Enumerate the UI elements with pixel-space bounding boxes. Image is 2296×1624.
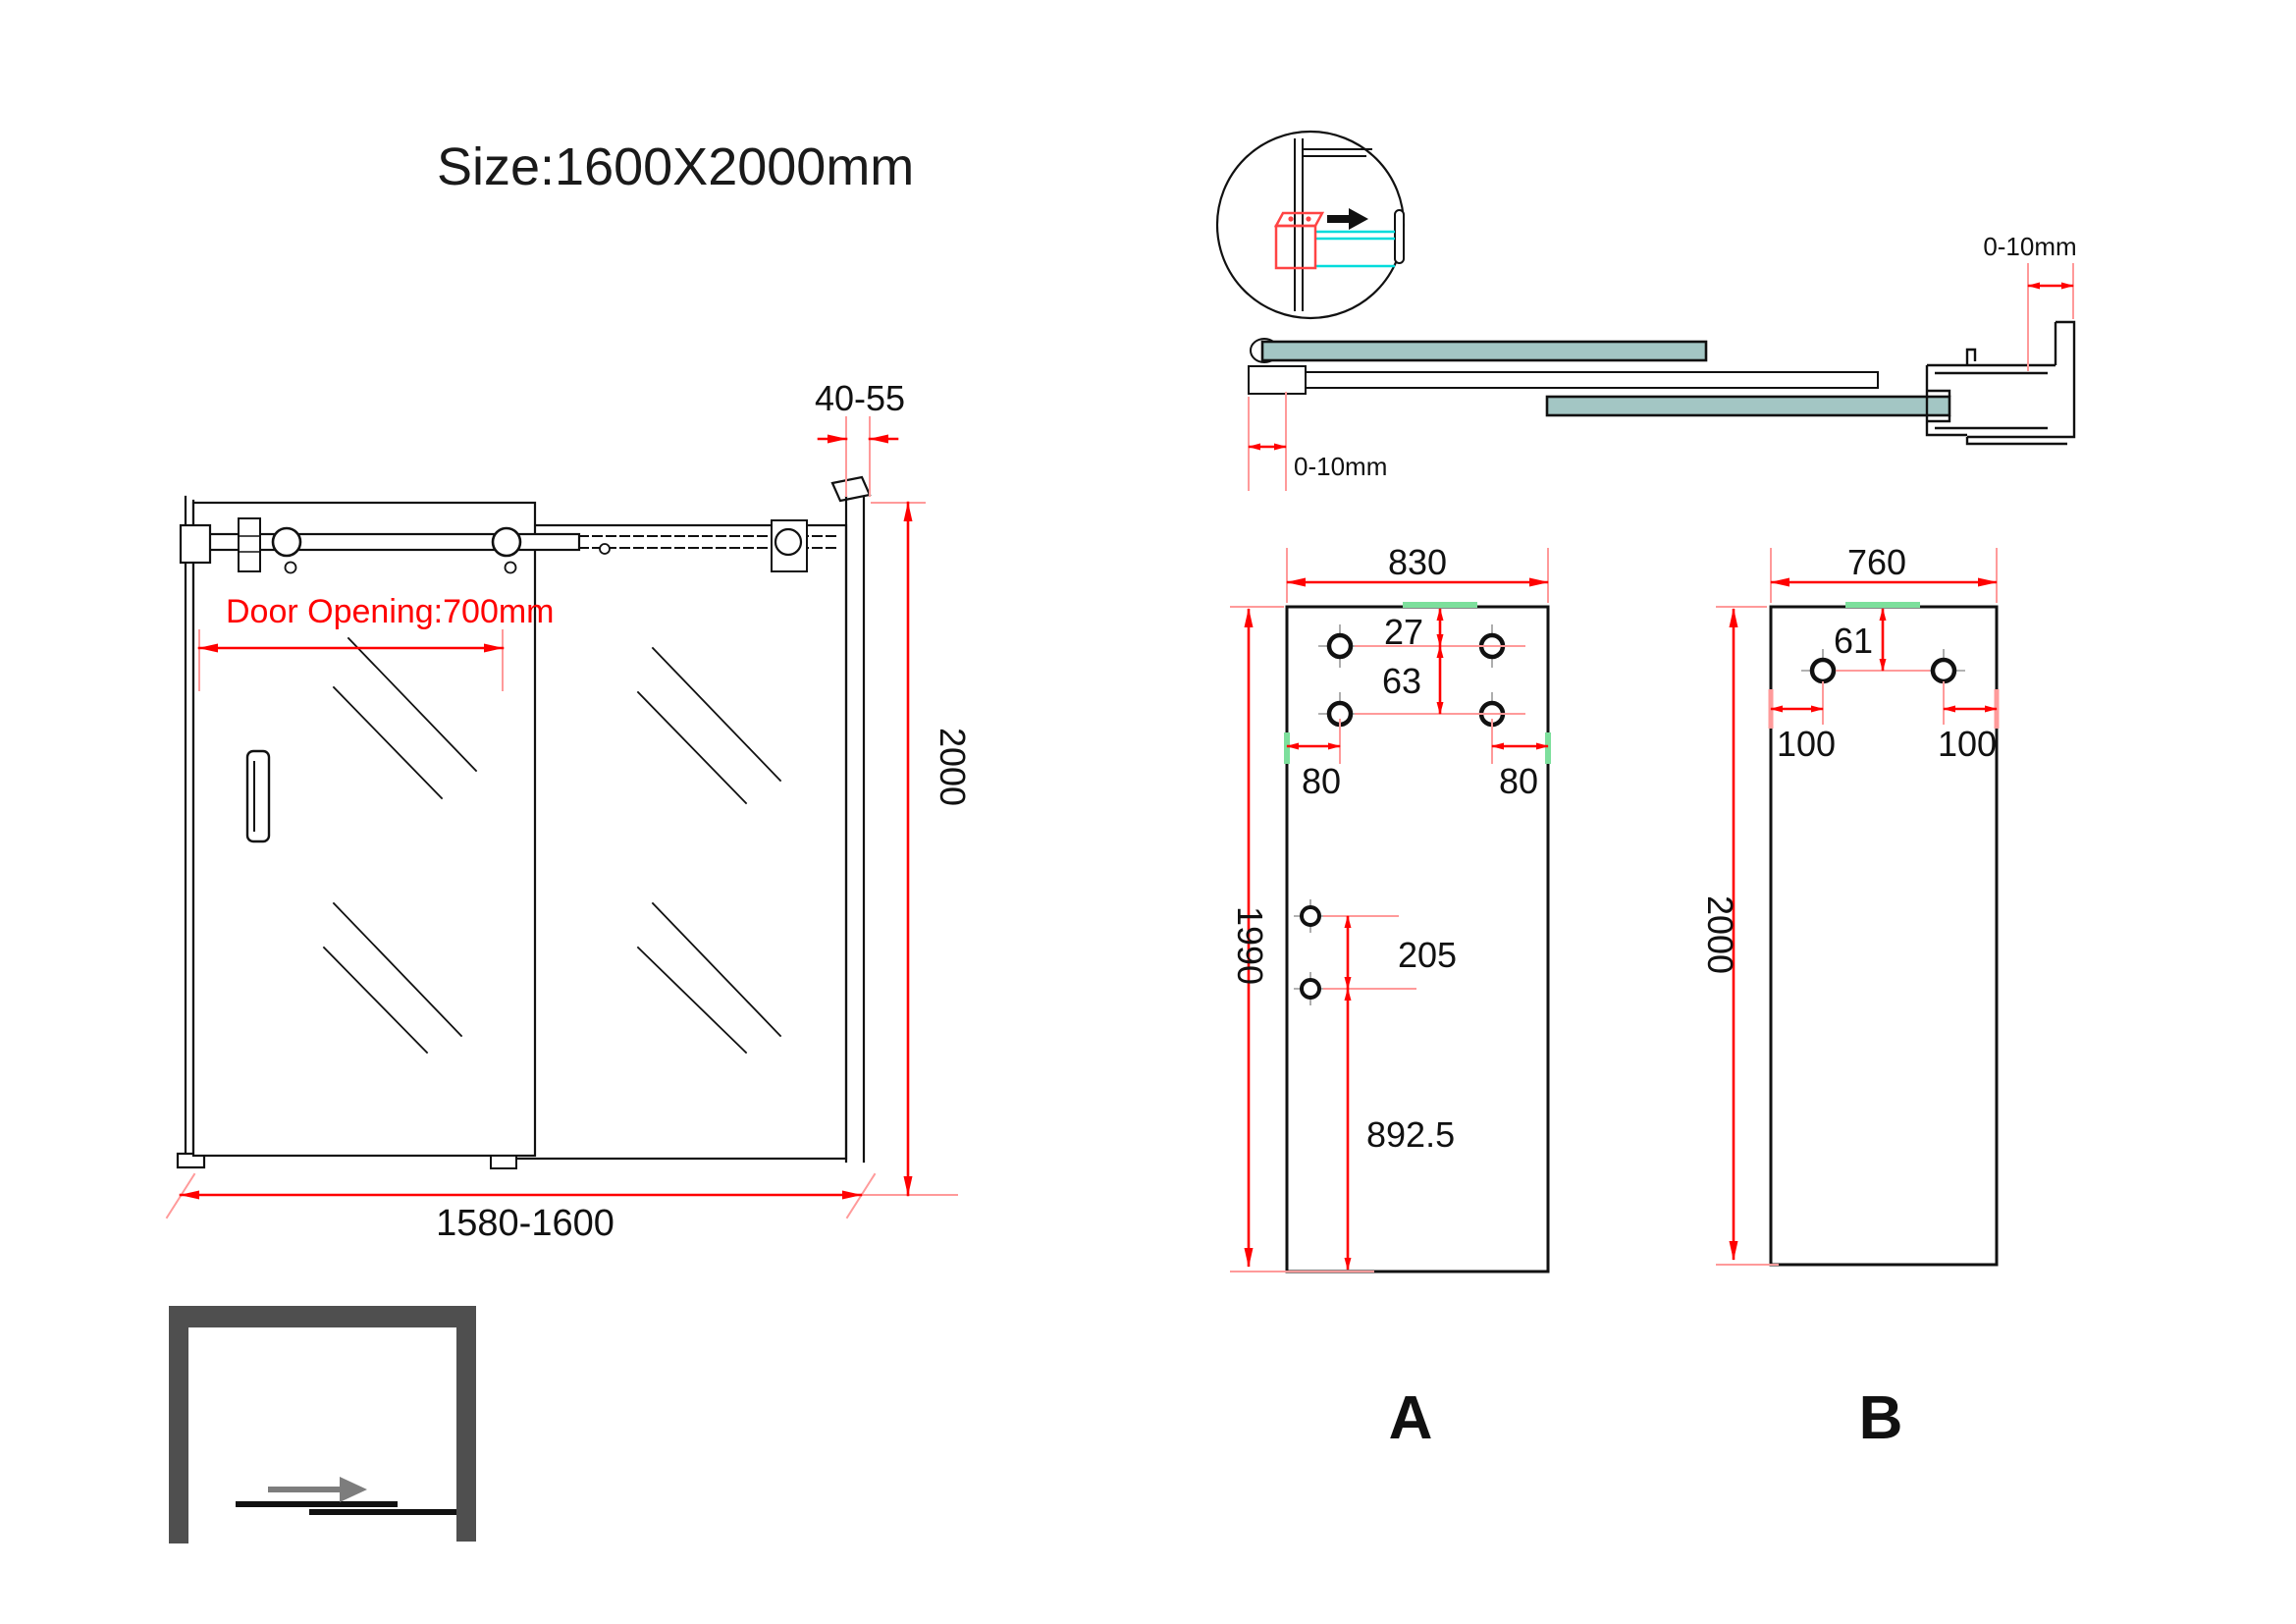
panel-b-drawing bbox=[1700, 542, 1997, 1452]
detail-glass-edge bbox=[1395, 210, 1404, 263]
icon-right-wall bbox=[456, 1306, 476, 1542]
roller-wheel bbox=[273, 528, 300, 556]
a-width-label: 830 bbox=[1387, 542, 1448, 582]
hole bbox=[1302, 980, 1319, 998]
icon-slide-arrow bbox=[268, 1477, 367, 1502]
icon-top-wall bbox=[169, 1306, 476, 1327]
track-plan bbox=[1286, 372, 1878, 388]
hole bbox=[1302, 907, 1319, 925]
track-end-block bbox=[181, 525, 210, 563]
b-edge-left-label: 100 bbox=[1776, 724, 1837, 764]
panel-b-tag: B bbox=[1858, 1384, 1903, 1452]
door-opening-label: Door Opening:700mm bbox=[226, 593, 555, 630]
icon-left-wall bbox=[169, 1306, 188, 1543]
b-width-label: 760 bbox=[1846, 542, 1907, 582]
a-handle-spacing-label: 205 bbox=[1398, 935, 1458, 975]
sliding-glass-plan bbox=[1547, 397, 1949, 415]
panel-a-tag: A bbox=[1388, 1384, 1433, 1452]
front-height-label: 2000 bbox=[933, 727, 973, 807]
right-adjust-label: 0-10mm bbox=[1983, 232, 2077, 261]
panel-a-drawing bbox=[1230, 542, 1548, 1452]
layout-icon bbox=[169, 1306, 476, 1543]
detail-circle bbox=[1217, 132, 1404, 318]
a-handle-bottom-label: 892.5 bbox=[1366, 1114, 1456, 1155]
left-adjust-label: 0-10mm bbox=[1294, 452, 1388, 481]
front-view bbox=[167, 378, 973, 1244]
page-title: Size:1600X2000mm bbox=[437, 137, 915, 196]
a-edge-right-label: 80 bbox=[1498, 761, 1539, 801]
hole bbox=[1329, 635, 1351, 657]
b-edge-right-label: 100 bbox=[1937, 724, 1998, 764]
track-wall-mount-plan bbox=[1249, 366, 1306, 394]
roller-wheel bbox=[775, 529, 801, 555]
a-hole-top-offset-label: 27 bbox=[1383, 612, 1424, 652]
front-width-label: 1580-1600 bbox=[436, 1203, 614, 1244]
roller-wheel bbox=[493, 528, 520, 556]
icon-fixed-panel bbox=[309, 1509, 456, 1515]
dim-left-adjust bbox=[1249, 392, 1387, 491]
wall-profile-adjust-label: 40-55 bbox=[814, 378, 906, 418]
dim-a-width bbox=[1287, 542, 1548, 603]
b-hole-top-offset-label: 61 bbox=[1833, 621, 1874, 661]
a-edge-left-label: 80 bbox=[1301, 761, 1342, 801]
track-screw bbox=[600, 544, 610, 554]
door-handle bbox=[247, 751, 269, 841]
dim-front-width bbox=[167, 1174, 875, 1244]
wall-profile-plan bbox=[1927, 322, 2074, 444]
anti-jump-screw bbox=[286, 563, 296, 573]
panel-b-glass bbox=[1771, 607, 1997, 1265]
icon-door-panel bbox=[236, 1501, 398, 1507]
bottom-floor-guide bbox=[491, 1156, 516, 1168]
a-hole-row-spacing-label: 63 bbox=[1381, 661, 1422, 701]
dim-right-adjust bbox=[1983, 232, 2076, 371]
roller-bracket bbox=[239, 518, 260, 571]
fixed-glass-plan bbox=[1262, 342, 1706, 360]
hole bbox=[1812, 660, 1834, 681]
b-height-label: 2000 bbox=[1700, 894, 1740, 975]
hole bbox=[1933, 660, 1954, 681]
anti-jump-screw bbox=[506, 563, 516, 573]
dim-b-width bbox=[1771, 542, 1997, 603]
dim-front-height bbox=[861, 503, 973, 1195]
a-height-label: 1990 bbox=[1230, 905, 1270, 986]
dim-b-height bbox=[1700, 607, 1779, 1265]
